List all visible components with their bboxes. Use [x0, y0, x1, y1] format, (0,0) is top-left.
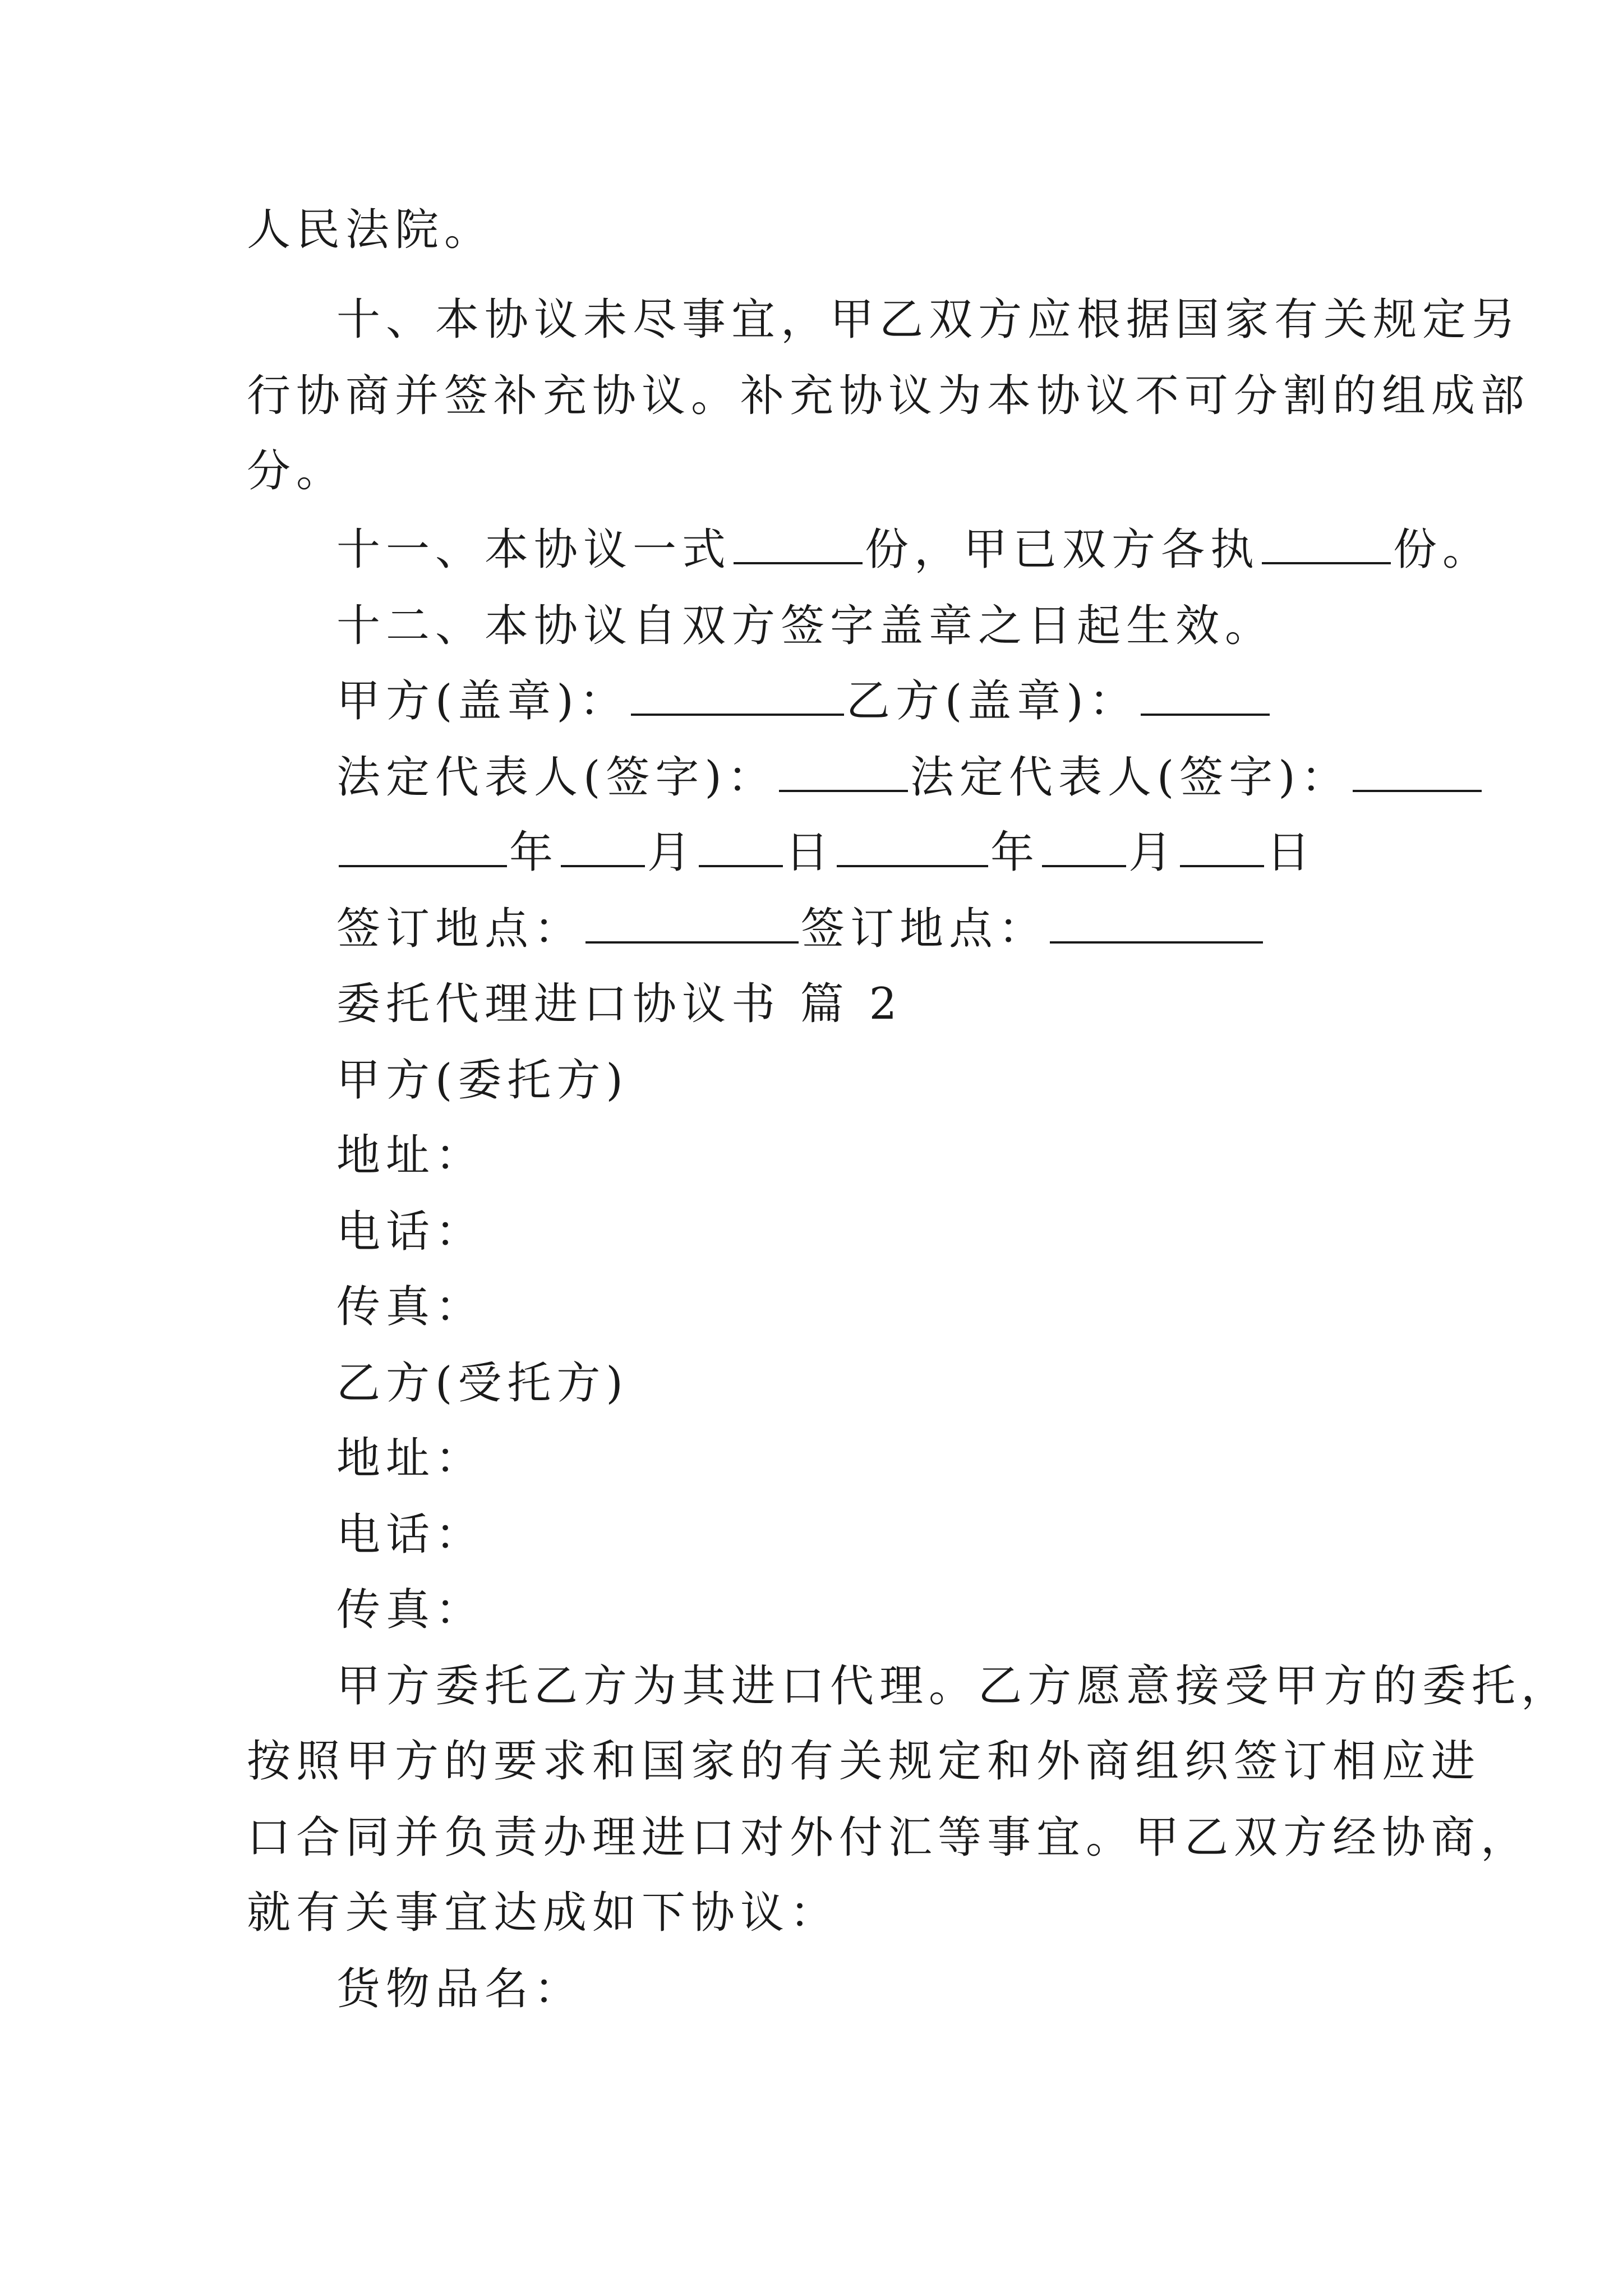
line-text: 甲方(委托方): [336, 1055, 629, 1106]
copies-each-blank[interactable]: [1262, 523, 1391, 564]
year-label: 年: [990, 827, 1040, 878]
year-blank[interactable]: [339, 826, 507, 867]
line-text: 电话：: [336, 1510, 485, 1560]
party-a-seal-blank[interactable]: [631, 674, 844, 716]
party-b-seal-label: 乙方(盖章)：: [846, 676, 1138, 726]
party-b-seal-blank[interactable]: [1141, 674, 1270, 716]
line-text: 份，甲已双方各执: [865, 524, 1260, 575]
line-text: 十二、本协议自双方签字盖章之日起生效。: [336, 601, 1275, 651]
place-blank[interactable]: [1050, 902, 1263, 944]
text-line: [247, 443, 345, 499]
goods-name-field: [336, 1961, 583, 2017]
party-a-rep-label: 法定代表人(签字)：: [336, 752, 777, 803]
address-field: [336, 1128, 485, 1184]
line-text: 电话：: [336, 1207, 485, 1257]
clause-10: [336, 292, 1521, 348]
party-b-rep-blank[interactable]: [1353, 751, 1482, 792]
line-text: 甲方委托乙方为其进口代理。乙方愿意接受甲方的委托，: [336, 1661, 1571, 1711]
party-a-seal-label: 甲方(盖章)：: [336, 676, 629, 726]
text-line: [247, 1733, 1481, 1789]
line-text: 十、本协议未尽事宜，甲乙双方应根据国家有关规定另: [336, 295, 1521, 345]
line-text: 份。: [1393, 524, 1492, 575]
day-blank[interactable]: [699, 826, 783, 867]
line-text: 人民法院。: [247, 205, 494, 255]
section-title: [336, 976, 902, 1032]
text-line: [247, 368, 1530, 424]
party-b-heading: [336, 1355, 629, 1411]
signature-line: [336, 749, 1484, 806]
line-text: 乙方(受托方): [336, 1358, 629, 1409]
line-text: 按照甲方的要求和国家的有关规定和外商组织签订相应进: [247, 1736, 1481, 1787]
place-blank[interactable]: [585, 902, 799, 944]
address-field: [336, 1430, 485, 1487]
seal-line: [336, 673, 1272, 729]
clause-12: [336, 598, 1274, 654]
line-text: 分。: [247, 446, 346, 496]
fax-field: [336, 1582, 485, 1638]
line-text: 传真：: [336, 1585, 485, 1635]
day-blank[interactable]: [1180, 826, 1264, 867]
line-text: 地址：: [336, 1130, 485, 1181]
line-text: 委托代理进口协议书 篇 2: [336, 979, 903, 1029]
month-label: 月: [1128, 827, 1178, 878]
phone-field: [336, 1204, 485, 1260]
month-blank[interactable]: [1042, 826, 1126, 867]
intro-paragraph: [336, 1658, 1570, 1714]
party-a-heading: [336, 1052, 629, 1108]
month-blank[interactable]: [561, 826, 645, 867]
month-label: 月: [647, 827, 697, 878]
line-text: 就有关事宜达成如下协议：: [247, 1888, 840, 1938]
place-line: [336, 901, 1265, 957]
fax-field: [336, 1279, 485, 1335]
text-line: [247, 202, 494, 258]
day-label: 日: [1266, 827, 1316, 878]
clause-11: [336, 522, 1492, 578]
party-a-rep-blank[interactable]: [779, 751, 908, 792]
text-line: [247, 1885, 839, 1941]
line-text: 传真：: [336, 1282, 485, 1332]
text-line: [247, 1810, 1530, 1866]
line-text: 口合同并负责办理进口对外付汇等事宜。甲乙双方经协商，: [247, 1812, 1530, 1863]
place-label: 签订地点：: [336, 904, 584, 954]
line-text: 货物品名：: [336, 1964, 584, 2014]
day-label: 日: [785, 827, 835, 878]
date-line: [336, 825, 1316, 881]
year-label: 年: [509, 827, 559, 878]
phone-field: [336, 1507, 485, 1563]
line-text: 十一、本协议一式: [336, 524, 732, 575]
place-label: 签订地点：: [801, 904, 1048, 954]
copies-total-blank[interactable]: [734, 523, 863, 564]
party-b-rep-label: 法定代表人(签字)：: [910, 752, 1350, 803]
line-text: 行协商并签补充协议。补充协议为本协议不可分割的组成部: [247, 371, 1530, 421]
year-blank[interactable]: [837, 826, 988, 867]
line-text: 地址：: [336, 1433, 485, 1484]
